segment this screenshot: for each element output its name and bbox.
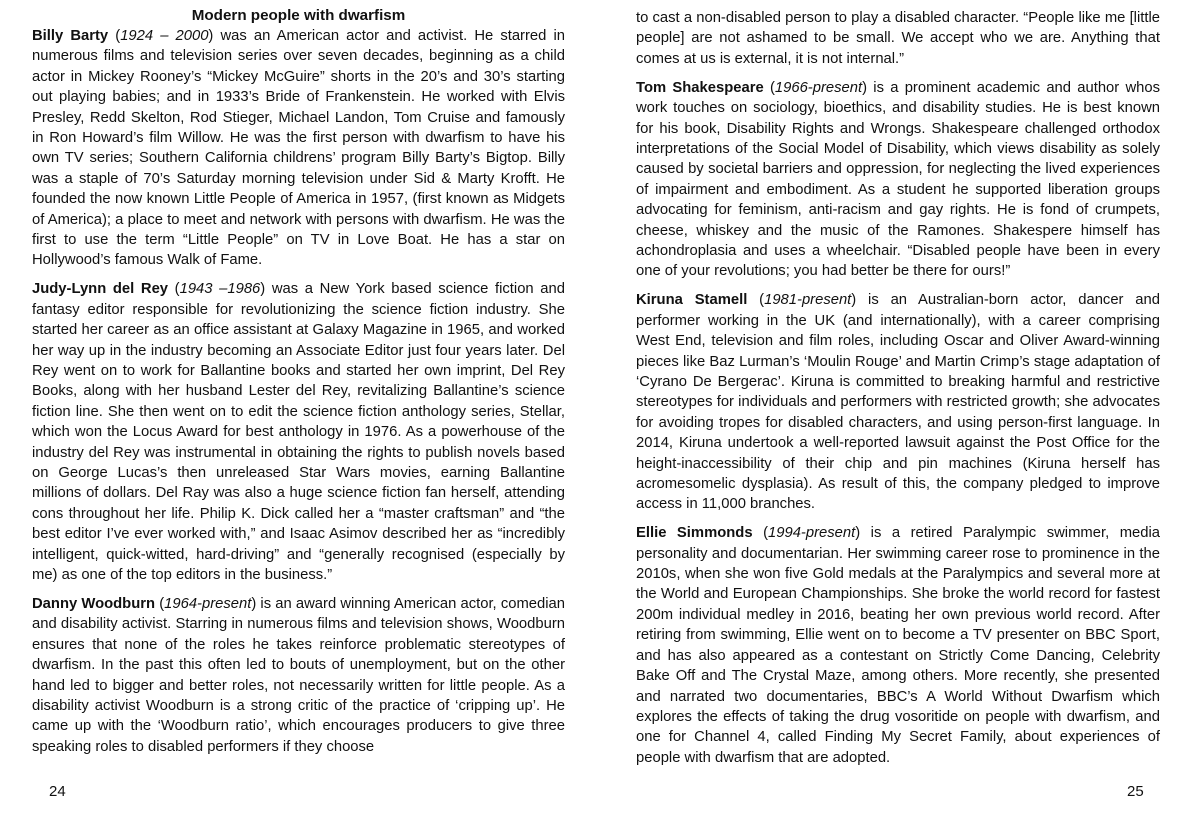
entry-dates: 1981-present [764,292,852,309]
entry-name: Danny Woodburn [32,595,156,612]
entry-text: is an Australian-born actor, dancer and performer working in the UK (and internationally), with a career comprising West End, television and film roles, including Oscar and Oliver Award-winning pieces like Baz Lurman’s ‘Moulin Rouge’ and Martin Crimp’s stage adaptation of ‘Cyrano De Bergerac’. Kiruna is committed to breaking harmful and restrictive stereotypes for individuals and performers with restricted growth; she advocates for avoiding tropes for disabled characters, and using person-first language. In 2014, Kiruna undertook a well-reported lawsuit against the Post Office for the height-inaccessibility of their chip and pin machines (Kiruna herself has acromesomelic dysplasia). As result of this, the company pledged to improve access in 11,000 branches. [636,292,1160,513]
entry-name: Ellie Simmonds [636,525,753,542]
entry-text: is a prominent academic and author whos work touches on sociology, bioethics, and disability studies. He is best known for his book, Disability Rights and Wrongs. Shakespeare challenged orthodox interpretations of the Social Model of Disability, which views disability as solely caused by societal barriers and oppression, for neglecting the lived experiences of impairment and embodiment. As a student he supported liberation groups advocating for feminism, anti-racism and gay rights. He is fond of crumpets, cheese, whiskey and the music of the Ramones. Shakespere himself has achondroplasia and uses a wheelchair. “Disabled people have been in every one of your revolutions; you had better be there for ours!” [636,79,1160,280]
paren-open: ( [155,595,165,612]
paren-close: ) [260,281,266,298]
entry-text: is a retired Paralympic swimmer, media personality and documentarian. Her swimming career rose to prominence in the 2010s, when she won five Gold medals at the Paralympics and several more at the World and European Championships. She broke the world record for fastest 200m individual medley in 2016, beating her own previous world record. After retiring from swimming, Ellie went on to become a TV presenter on BBC Sport, and has also appeared as a contestant on Strictly Come Dancing, Celebrity Bake Off and The Crystal Maze, among others. More recently, she presented and narrated two documentaries, BBC’s A World Without Dwarfism which explores the effects of taking the drug vosoritide on people with dwarfism, and one for Channel 4, called Finding My Secret Family, about experiences of people with dwarfism that are adopted. [636,525,1160,766]
entry-dates: 1966-present [774,79,863,96]
entry-judy-lynn-del-rey [32,279,565,585]
paren-close: ) [855,525,861,542]
entry-ellie-simmonds [636,523,1160,768]
entry-dates: 1964-present [164,595,252,612]
section-title: Modern people with dwarfism [191,7,406,24]
paren-close: ) [251,595,257,612]
paren-close: ) [862,79,868,96]
paren-open: ( [747,292,765,309]
paren-open: ( [763,79,775,96]
page-number-right: 25 [1127,783,1144,800]
paren-open: ( [168,281,180,298]
entry-text: was a New York based science fiction and fantasy editor responsible for revolutionizing the science fiction industry. She started her career as an office assistant at Galaxy Magazine in 1965, and worked her way up in the industry becoming an Associate Editor just four years later. Del Rey went on to work for Ballantine books and started her own imprint, Del Rey Books, along with her husband Lester del Rey, revitalizing Ballantine’s science fiction line. She then went on to edit the science fiction anthology series, Stellar, which won the Locus Award for best anthology in 1976. As a powerhouse of the industry del Rey was instrumental in obtaining the rights to publish novels based on George Lucas’s then unreleased Star Wars movies, earning Ballantine millions of dollars. Del Ray was also a huge science fiction fan herself, attending cons throughout her life. Philip K. Dick called her a “master craftsman” and “the best editor I’ve ever worked with,” and Isaac Asimov described her as “incredibly intelligent, quick-witted, hard-driving” and “generally recognised (especially by me) as one of the top editors in the business.” [32,281,565,584]
paren-open: ( [108,28,121,44]
paren-close: ) [851,292,857,309]
entry-name: Billy Barty [32,28,109,44]
entry-text: was an American actor and activist. He starred in numerous films and television series over seven decades, beginning as a child actor in Mickey Rooney’s “Mickey McGuire” shorts in the 20’s and 30’s starting out playing babies; and in 1933’s Bride of Frankenstein. He worked with Elvis Presley, Redd Skelton, Rod Stieger, Michael Landon, Tom Cruise and famously in Ron Howard’s film Willow. He was the first person with dwarfism to have his own TV series; Southern California childrens’ program Billy Barty’s Bigtop. Billy was a staple of 70’s Saturday morning television under Sid & Marty Krofft. He founded the now known Little People of America in 1957, (first known as Midgets of America); a place to meet and network with persons with dwarfism. He was the first to use the term “Little People” on TV in Love Boat. He has a star on Hollywood’s famous Walk of Fame. [32,28,565,269]
entry-kiruna-stamell [636,290,1160,514]
entry-danny-woodburn [32,594,565,757]
entry-name: Tom Shakespeare [636,79,764,96]
paren-close: ) [208,28,214,44]
entry-text: is an award winning American actor, comedian and disability activist. Starring in numerous films and television shows, Woodburn ensures that none of the roles he takes reinforce problematic stereotypes of dwarfism. In the past this often led to bouts of unemployment, but on the other hand led to bigger and better roles, not necessarily written for little people. As a disability activist Woodburn is a strong critic of the practice of ‘cripping up’. He came up with the ‘Woodburn ratio’, which encourages producers to give three speaking roles to disabled performers if they choose [32,595,565,755]
entry-dates: 1994-present [768,525,856,542]
entry-dates: 1943 –1986 [179,281,261,298]
entry-name: Judy-Lynn del Rey [32,281,169,298]
entry-tom-shakespeare [636,78,1160,282]
right-page [636,0,1160,821]
entry-name: Kiruna Stamell [636,292,748,309]
entry-billy-barty [32,26,565,271]
paren-open: ( [752,525,769,542]
left-column [32,26,565,757]
right-column [636,8,1160,768]
page-number-left: 24 [49,783,66,800]
continuation-paragraph: to cast a non-disabled person to play a disabled character. “People like me [little people] are not ashamed to be small. We accept who we are. Anything that comes at us is external, it is not internal.” [636,10,1160,67]
entry-dates: 1924 – 2000 [120,28,209,44]
left-page [32,0,565,821]
